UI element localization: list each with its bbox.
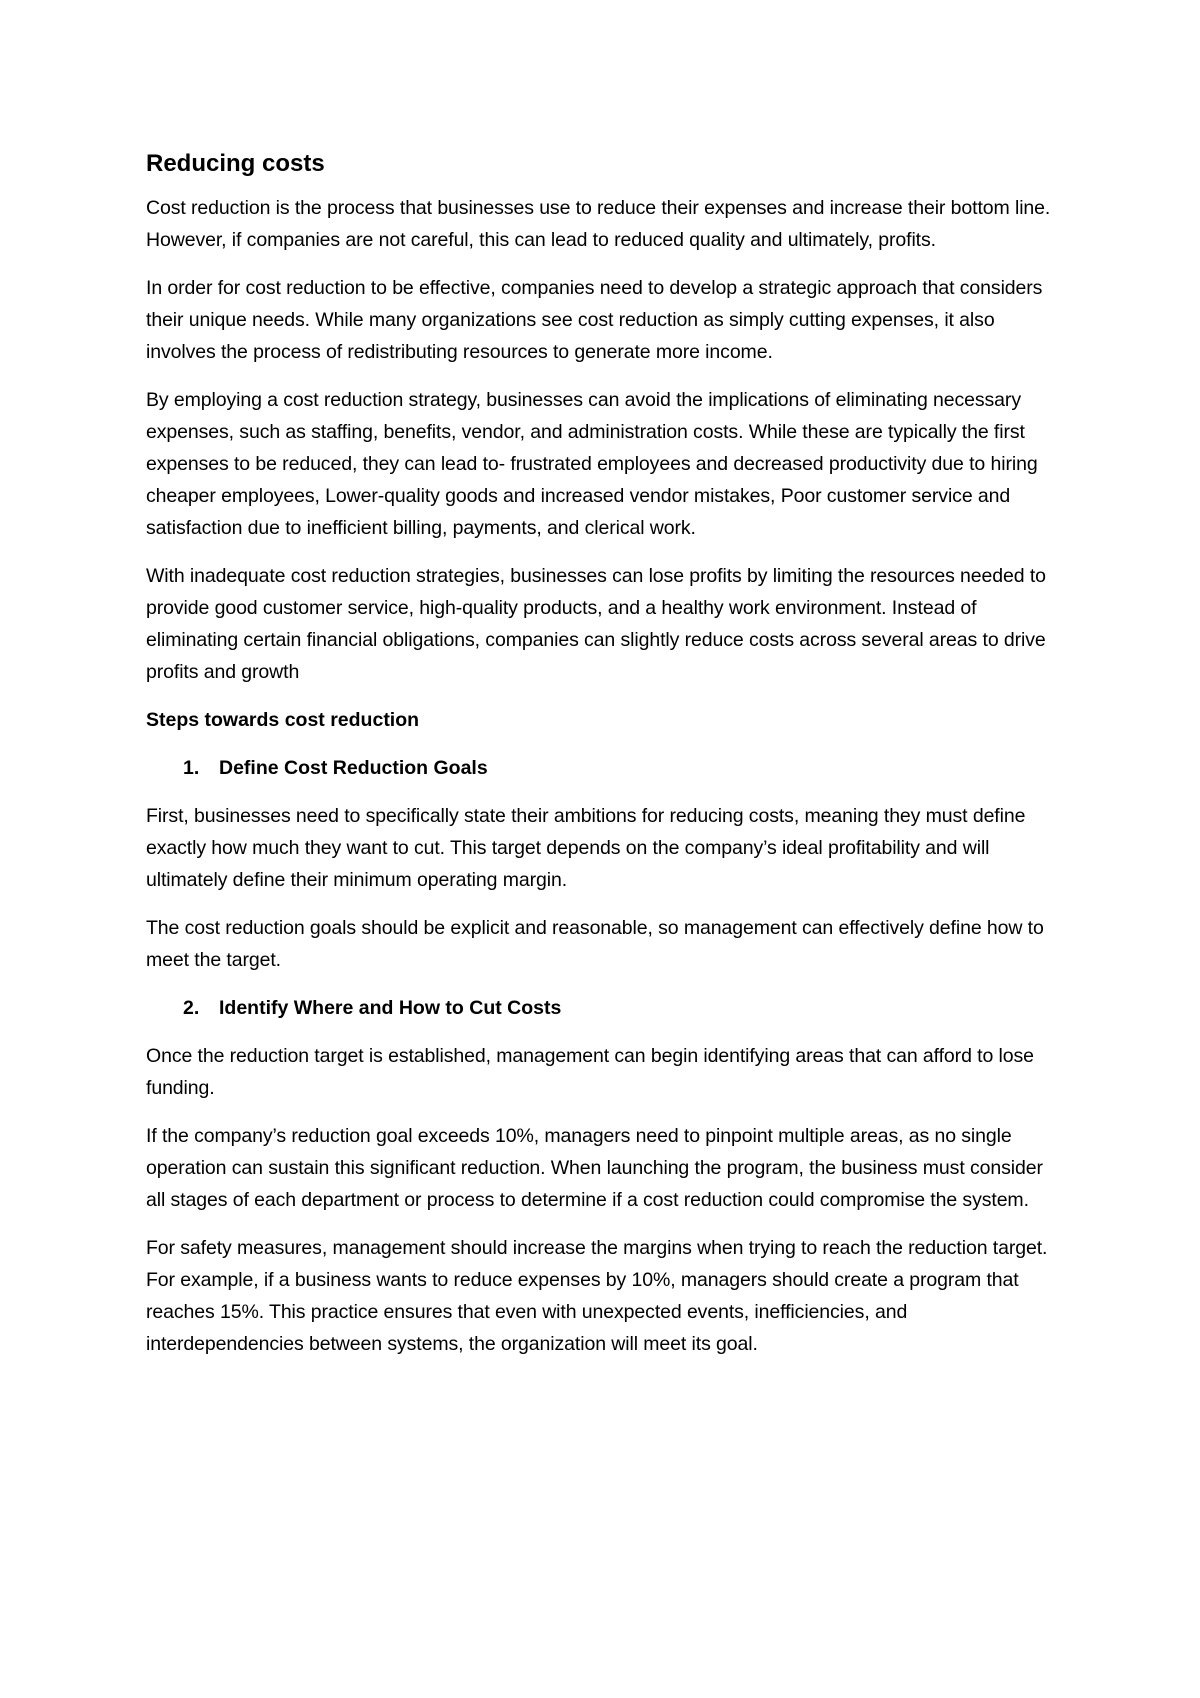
- intro-paragraph-1: Cost reduction is the process that businesses use to reduce their expenses and increase their bottom line. However, if companies are not careful, this can lead to reduced quality and ultimately, profits.: [146, 197, 1051, 251]
- intro-paragraph-4: With inadequate cost reduction strategies, businesses can lose profits by limiting the resources needed to provide good customer service, high-quality products, and a healthy work environment. Instead of eliminating certain financial obligations, companies can slightly reduce costs across several areas to drive profits and growth: [146, 565, 1046, 683]
- step-1-title: Define Cost Reduction Goals: [219, 757, 488, 779]
- document-title: Reducing costs: [146, 150, 325, 177]
- step-1-heading: [146, 752, 1066, 784]
- steps-heading: Steps towards cost reduction: [146, 709, 420, 731]
- document-body: [146, 148, 1066, 1376]
- step-1-number: 1.: [183, 757, 200, 779]
- intro-paragraph-2: In order for cost reduction to be effective, companies need to develop a strategic approach that considers their unique needs. While many organizations see cost reduction as simply cutting expenses, it also involves the process of redistributing resources to generate more income.: [146, 277, 1043, 363]
- step-1-paragraph-1: First, businesses need to specifically state their ambitions for reducing costs, meaning they must define exactly how much they want to cut. This target depends on the company’s ideal profitability and will ultimately define their minimum operating margin.: [146, 805, 1026, 891]
- step-2-paragraph-1: Once the reduction target is established, management can begin identifying areas that can afford to lose funding.: [146, 1045, 1034, 1099]
- step-2-paragraph-3: For safety measures, management should increase the margins when trying to reach the reduction target. For example, if a business wants to reduce expenses by 10%, managers should create a program that reaches 15%. This practice ensures that even with unexpected events, inefficiencies, and interdependencies between systems, the organization will meet its goal.: [146, 1237, 1048, 1355]
- step-2-heading: [146, 992, 1066, 1024]
- step-2-number: 2.: [183, 997, 200, 1019]
- intro-paragraph-3: By employing a cost reduction strategy, businesses can avoid the implications of eliminating necessary expenses, such as staffing, benefits, vendor, and administration costs. While these are typically the first expenses to be reduced, they can lead to- frustrated employees and decreased productivity due to hiring cheaper employees, Lower-quality goods and increased vendor mistakes, Poor customer service and satisfaction due to inefficient billing, payments, and clerical work.: [146, 389, 1038, 539]
- step-2-title: Identify Where and How to Cut Costs: [219, 997, 562, 1019]
- step-1-paragraph-2: The cost reduction goals should be explicit and reasonable, so management can effectively define how to meet the target.: [146, 917, 1044, 971]
- step-2-paragraph-2: If the company’s reduction goal exceeds 10%, managers need to pinpoint multiple areas, as no single operation can sustain this significant reduction. When launching the program, the business must consider all stages of each department or process to determine if a cost reduction could compromise the system.: [146, 1125, 1043, 1211]
